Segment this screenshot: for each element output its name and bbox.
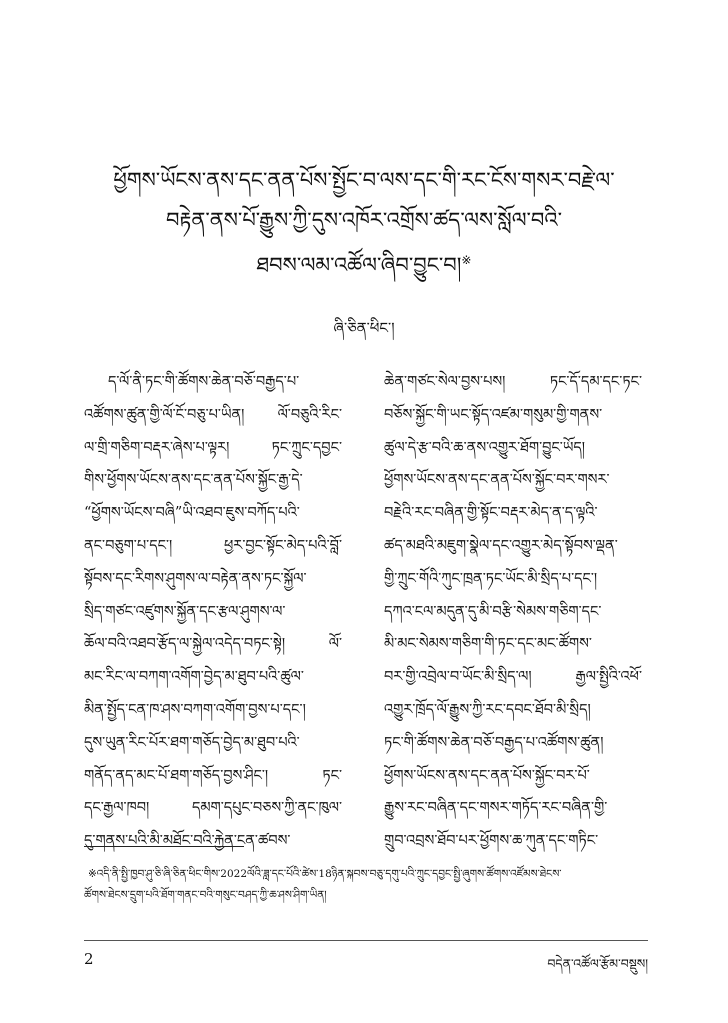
left-column-line-6: ནང་བཅུག་པ་དང་། ཕྱར་བྱང་སྟོང་མེད་པའི་བློ་	[84, 537, 342, 554]
footnote	[84, 864, 648, 906]
left-column-line-1: ད་ལོ་ནི་ཏང་གི་ཚོགས་ཆེན་བཅོ་བརྒྱད་པ་	[108, 374, 300, 390]
right-column-line-12: ཏང་གི་ཚོགས་ཆེན་བཅོ་བརྒྱད་པ་འཚོགས་ཚུན།	[384, 734, 604, 751]
left-column-line-7: སྟོབས་དང་རིགས་ཤུགས་ལ་བརྟེན་ནས་ཏང་སྐྱོལ་	[84, 570, 307, 587]
body-column-left	[84, 366, 342, 858]
author-name: ཞི་ཅིན་ཕིང་།	[333, 319, 395, 337]
title-line-3-text: ཐབས་ལམ་འཚོལ་ཞིབ་བྱུང་བ།	[256, 253, 462, 277]
left-column-line-9: ཆོལ་བའི་འཐབ་རྩོད་ལ་སྐྱེལ་འདེད་བཏང་སྟེ། ལོ་	[84, 636, 342, 653]
right-column-line-1: ཆེན་གཙང་སེལ་བྱས་པས། ཏང་དོ་དམ་དང་ཏང་	[384, 374, 642, 390]
right-column-line-6: ཚད་མཐའི་མཇུག་སྣེལ་དང་འགྱུར་མེད་སྟོབས་ལྡན་	[384, 537, 618, 554]
right-column-line-11: འགྱུར་ཁྲོད་ལོ་རྒྱུས་ཀྱི་རང་དབང་ཐོབ་མི་སྲིད།	[384, 701, 591, 718]
left-column-line-2: འཚོགས་ཚུན་གྱི་ལོ་ངོ་བཅུ་པ་ཡིན། ལོ་བཅུའི་རིང་	[84, 406, 342, 423]
left-column-line-10: མང་རིང་ལ་བཀག་འགོག་བྱེད་མ་ཐུབ་པའི་ཚུལ་	[84, 669, 304, 686]
left-column-line-3: ལ་གྲི་གཅིག་བརྡར་ཞེས་པ་ལྟར། ཏང་ཀྲུང་དབྱང་	[84, 439, 342, 456]
right-column-line-10: བར་གྱི་འབྲེལ་བ་ཡོང་མི་སྲིད་ལ། རྒྱལ་སྤྱིའི་འཕོ་	[384, 669, 642, 686]
right-column-line-14: རྒྱུས་རང་བཞིན་དང་གསར་གཏོད་རང་བཞིན་གྱི་	[384, 800, 608, 817]
left-column-line-13: གནོད་ནད་མང་པོ་ཐག་གཅོད་བྱས་ཤིང་། ཏང་	[84, 767, 342, 784]
left-column-line-11: མིན་སྤྱོད་ངན་ཁ་ཤས་བཀག་འགོག་བྱས་པ་དང་།	[84, 701, 306, 718]
title-note-mark: ※	[461, 253, 472, 267]
right-column-line-13: ཕྱོགས་ཡོངས་ནས་དང་ནན་པོས་སྐྱོང་བར་པོ་	[384, 767, 590, 784]
body-column-right	[384, 366, 642, 858]
right-column-line-7: གྱི་ཀྲུང་གོའི་ཀུང་ཁྲན་ཏང་ཡོང་མི་སྲིད་པ་དང་།	[384, 570, 598, 587]
running-head: བདེན་འཚོལ་རྩོམ་བསྡུས།	[547, 956, 648, 971]
right-column-line-2: བཅོས་སྐྱོང་གི་ཡང་སྟོད་འཛམ་གསུམ་གྱི་གནས་	[384, 406, 603, 423]
page-footer-rule	[84, 940, 648, 941]
left-column-line-8: སྲིད་གཙང་འཛུགས་སྐྱོན་དང་རྩལ་ཤུགས་ལ་	[84, 603, 286, 620]
footnote-line-1: ※འདི་ནི་སྤྱི་ཁྱབ་ཤུ་ཅི་ཞི་ཅིན་ཕིང་གིས་2022ལོའི་ཟླ་དང་པོའི་ཚེས་18ཉིན་སྐབས་བཅུ་དགུ་པའི་ཀྲུང་དབྱང་སྤྱི་ཞུགས་ཚོགས་འཛོམས་ཐེངས་	[88, 868, 562, 880]
right-column-line-3: ཚུལ་དེ་རྩ་བའི་ཆ་ནས་འགྱུར་ཐོག་བྱུང་ཡོད།	[384, 439, 585, 456]
right-column-line-9: མི་མང་སེམས་གཅིག་གི་ཏང་དང་མང་ཚོགས་	[384, 636, 592, 653]
left-column-line-5: “ཕྱོགས་ཡོངས་བཞི”ཡི་འཐབ་ཇུས་བཀོད་པའི་	[84, 505, 300, 522]
right-column-line-5: བརྗེའི་རང་བཞིན་གྱི་སྟོང་བརྡར་མེད་ན་ད་ལྟའི་	[384, 505, 598, 522]
footnote-divider	[84, 846, 244, 847]
right-column-line-15: གྲུབ་འབྲས་ཐོབ་པར་ཕྱོགས་ཆ་ཀུན་དང་གཏིང་	[384, 833, 599, 850]
title-line-3	[80, 240, 648, 285]
left-column-line-4: གིས་ཕྱོགས་ཡོངས་ནས་དང་ནན་པོས་སྐྱོང་རྒྱ་དེ་	[84, 472, 303, 489]
article-title	[80, 160, 648, 285]
left-column-line-12: དུས་ཡུན་རིང་པོར་ཐག་གཅོད་བྱེད་མ་ཐུབ་པའི་	[84, 734, 300, 751]
left-column-line-14: དང་རྒྱལ་ཁབ། དམག་དཔུང་བཅས་ཀྱི་ནང་ཁུལ་	[84, 800, 342, 817]
title-line-1: ཕྱོགས་ཡོངས་ནས་དང་ནན་པོས་སྤྱོང་བ་ལས་དང་གི་རང་ངོས་གསར་བརྗེ་ལ་	[113, 168, 615, 192]
right-column-line-4: ཕྱོགས་ཡོངས་ནས་དང་ནན་པོས་སྐྱོང་བར་གསར་	[384, 472, 610, 489]
footnote-line-2: ཚོགས་ཐེངས་དྲུག་པའི་ཐོག་གནང་བའི་གསུང་བཤད་ཀྱི་ཆ་ཤས་ཤིག་ཡིན།	[84, 889, 327, 901]
title-line-2: བརྟེན་ནས་པོ་རྒྱུས་ཀྱི་དུས་འཁོར་འགྲོས་ཚད་ལས་སློལ་བའི་	[165, 208, 563, 232]
left-column-line-15: དུ་གནས་པའི་མི་མཐོང་བའི་རྐྱེན་ངན་ཚབས་	[84, 833, 291, 850]
page-number: 2	[84, 950, 94, 968]
right-column-line-8: དཀའ་ངལ་མདུན་དུ་མི་བརྩི་སེམས་གཅིག་དང་	[384, 603, 602, 620]
